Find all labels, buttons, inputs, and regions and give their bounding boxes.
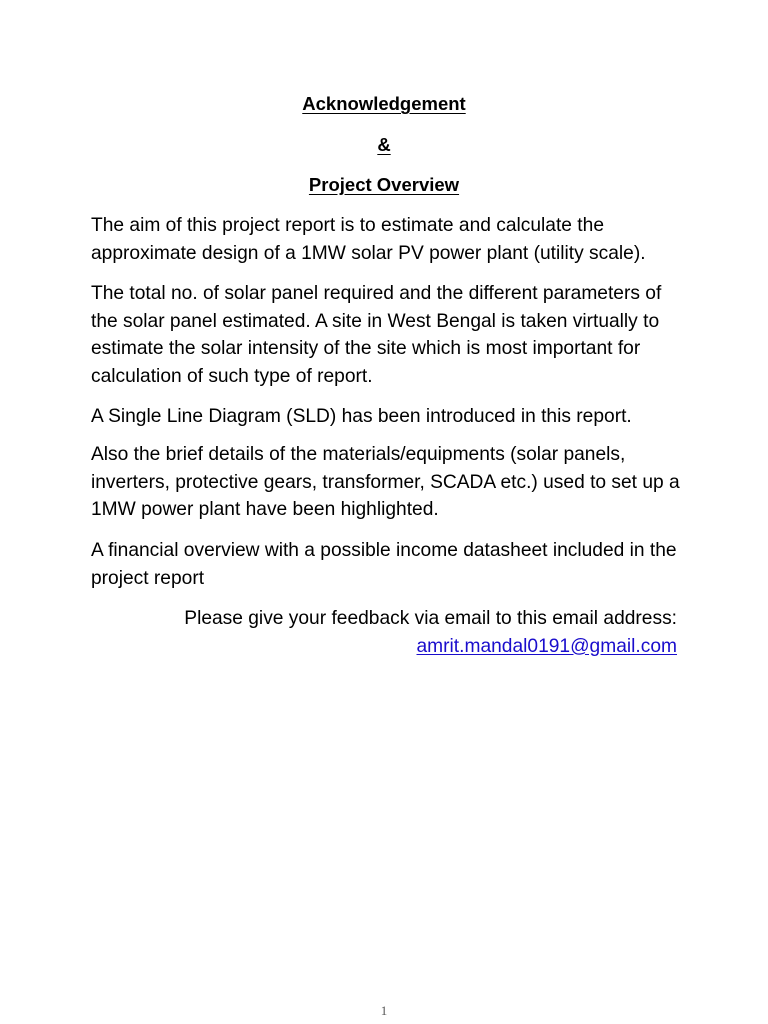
heading-project-overview: Project Overview xyxy=(308,174,460,195)
feedback-email-link[interactable]: amrit.mandal0191@gmail.com xyxy=(416,635,677,657)
heading-ampersand: & xyxy=(377,134,391,155)
page-number: 1 xyxy=(380,1003,388,1018)
paragraph-sld: A Single Line Diagram (SLD) has been introduced in this report. xyxy=(91,406,632,427)
paragraph-solar-panels: The total no. of solar panel required and the different parameters of the solar panel estimated. A site in West Bengal is taken virtually to estimate the solar intensity of the site which is most important for calculation of such type of report. xyxy=(91,283,662,387)
paragraph-materials: Also the brief details of the materials/equipments (solar panels, inverters, protective gears, transformer, SCADA etc.) used to set up a 1MW power plant have been highlighted. xyxy=(91,444,680,520)
feedback-block xyxy=(77,605,677,660)
paragraph-financial: A financial overview with a possible income datasheet included in the project report xyxy=(91,540,677,589)
paragraph-aim: The aim of this project report is to estimate and calculate the approximate design of a 1MW solar PV power plant (utility scale). xyxy=(91,215,646,264)
feedback-text: Please give your feedback via email to this email address: xyxy=(184,608,677,629)
heading-acknowledgement: Acknowledgement xyxy=(302,93,466,114)
